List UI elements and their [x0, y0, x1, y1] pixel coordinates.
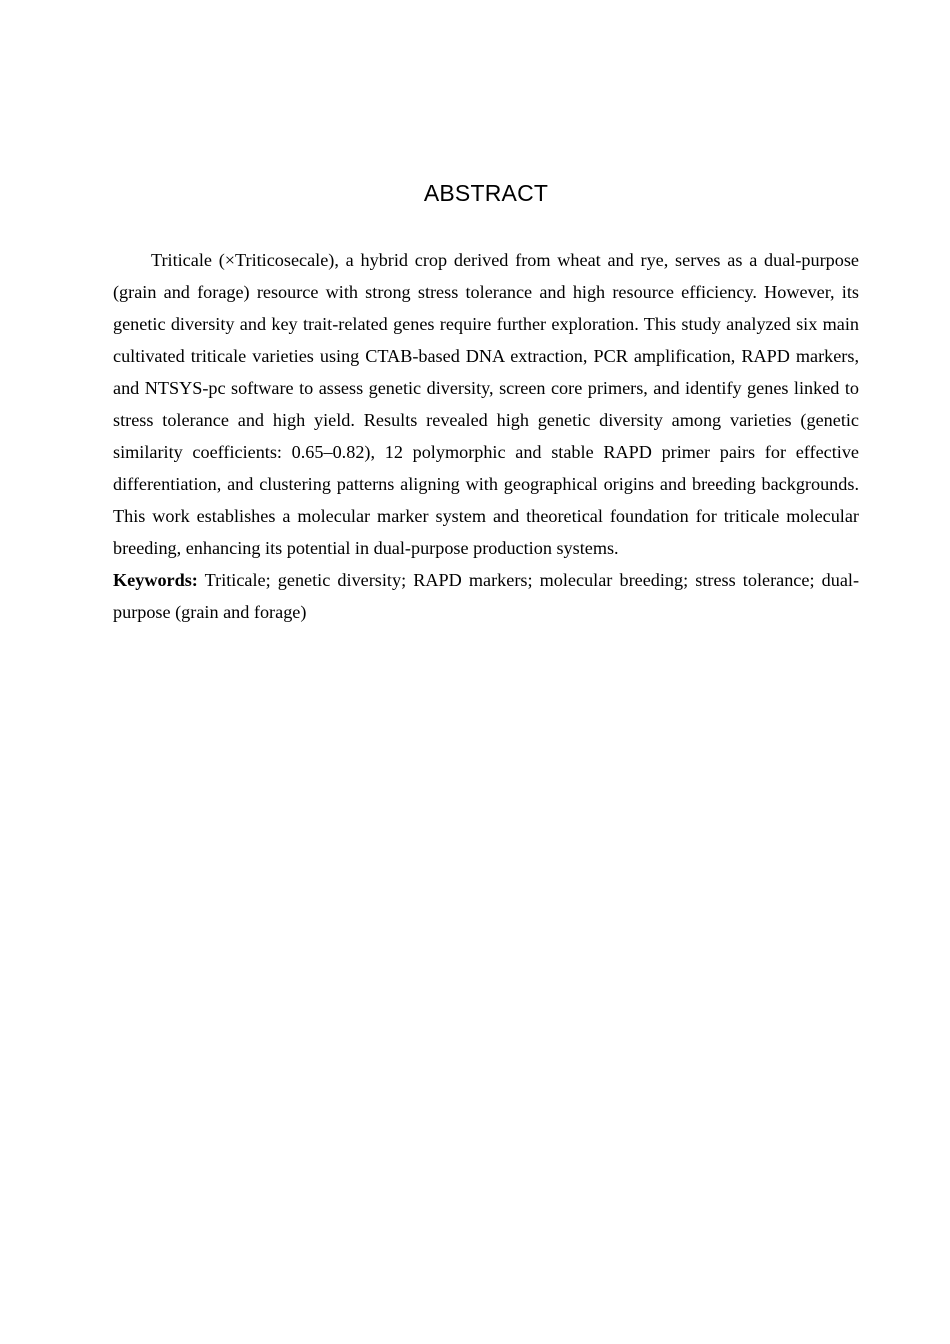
keywords-label: Keywords: — [113, 570, 198, 590]
abstract-paragraph: Triticale (×Triticosecale), a hybrid crop derived from wheat and rye, serves as a dual-purpose (grain and forage) resource with strong stress tolerance and high resource efficiency. However, its genetic diversity and key trait-related genes require further exploration. This study analyzed six main cultivated triticale varieties using CTAB-based DNA extraction, PCR amplification, RAPD markers, and NTSYS-pc software to assess genetic diversity, screen core primers, and identify genes linked to stress tolerance and high yield. Results revealed high genetic diversity among varieties (genetic similarity coefficients: 0.65–0.82), 12 polymorphic and stable RAPD primer pairs for effective differentiation, and clustering patterns aligning with geographical origins and breeding backgrounds. This work establishes a molecular marker system and theoretical foundation for triticale molecular breeding, enhancing its potential in dual-purpose production systems. — [113, 250, 859, 558]
keywords-paragraph — [113, 564, 859, 628]
keywords-list: Triticale; genetic diversity; RAPD markers; molecular breeding; stress tolerance; dual-purpose (grain and forage) — [113, 570, 859, 622]
abstract-body — [113, 244, 859, 628]
abstract-heading: ABSTRACT — [423, 180, 549, 206]
